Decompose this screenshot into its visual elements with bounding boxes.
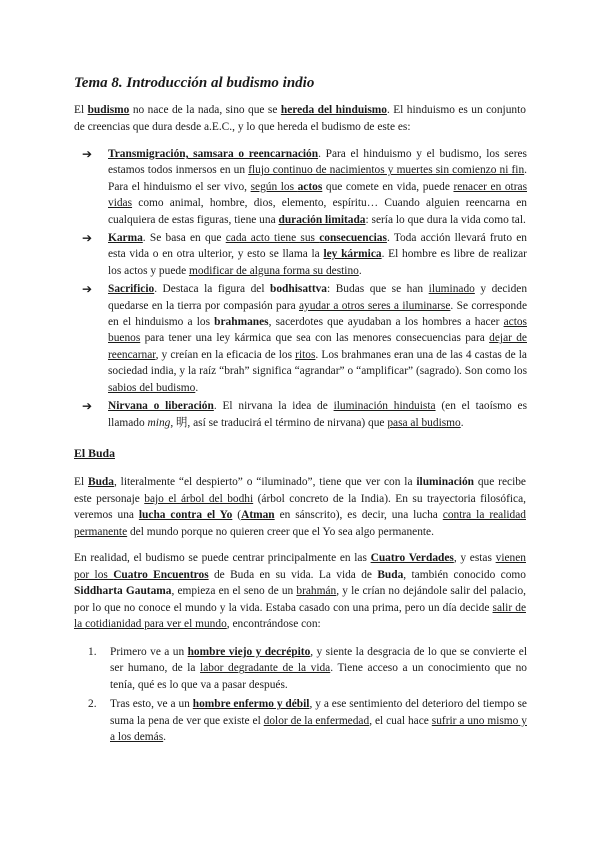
text: . Se basa en que [142, 232, 226, 245]
text: ( [232, 509, 242, 522]
text: , y creían en la eficacia de los [155, 348, 296, 361]
text: El [74, 476, 88, 488]
text: , 明, así se traducirá el término de nirvana) que [170, 416, 388, 429]
term: hombre enfermo y débil [192, 698, 310, 711]
text: . Se corresponde en el hinduismo a los [108, 299, 527, 329]
term: Sacrificio [108, 283, 155, 296]
underlined-text: labor degradante de la vida [200, 662, 331, 675]
arrow-right-icon: ➔ [82, 147, 93, 161]
text: . Los brahmanes eran una de las 4 castas de la sociedad india, y la raíz “brah” significa “agrandar” o “amplificar” (sagrado). Son como los [108, 348, 527, 378]
underlined-text: dolor de la enfermedad [263, 714, 370, 727]
term: Karma [108, 232, 143, 245]
text: . [358, 264, 362, 277]
list-item-karma [82, 230, 527, 279]
text: , y le crían no dejándole salir del palacio, por lo que no conoce el mundo y la vida. Estaba casado con una prima, pero un día decide [74, 585, 526, 614]
term: bodhisattva [270, 283, 328, 296]
term: actos [297, 180, 323, 193]
text: . El hinduismo es un conjunto de creencias que dura desde a.E.C., y lo que hereda el budismo de este es: [74, 104, 526, 133]
text: El [74, 104, 88, 116]
term: hombre viejo y decrépito [187, 646, 311, 658]
text: . [460, 416, 464, 429]
underlined-text: vienen por los [74, 552, 526, 581]
underlined-text: renacer en otras vidas [108, 180, 528, 210]
text: : Budas que se han [327, 283, 429, 296]
text: , y a ese sentimiento del deterioro del tiempo se suma la pena de ver que existe el [110, 698, 527, 727]
list-item-sacrificio [82, 281, 527, 396]
term: iluminación [416, 476, 474, 488]
term: Nirvana o liberación [108, 400, 214, 413]
underlined-text: contra la realidad permanente [74, 509, 526, 538]
term: Cuatro Encuentros [113, 568, 209, 581]
underlined-text: salir de la cotidianidad para ver el mundo [74, 601, 526, 631]
underlined-text: modificar de alguna forma su destino [188, 264, 359, 277]
underlined-text: dejar de reencarnar [108, 332, 527, 361]
text: que comete en vida, puede [322, 180, 454, 193]
list-number: 1. [88, 646, 97, 658]
section-heading: El Buda [74, 446, 115, 460]
text: . El hombre es libre de realizar los actos y puede [108, 248, 527, 277]
list-number: 2. [88, 698, 97, 711]
underlined-text: bajo el árbol del bodhi [144, 492, 254, 505]
intro-paragraph [74, 102, 526, 135]
text: como animal, hombre, dios, elemento, espíritu… Cuando alguien reencarna en cualquiera de estas figuras, tiene una [108, 197, 527, 226]
term: Siddharta Gautama [74, 585, 172, 598]
text: . Toda acción llevará fruto en esta vida o en otra ulterior, y esto se llama la [108, 232, 528, 261]
text: . El nirvana la idea de [213, 400, 334, 413]
underlined-text: según los [250, 180, 298, 193]
term: Atman [241, 509, 275, 522]
list-item-nirvana [82, 398, 527, 431]
term-budismo: budismo [87, 104, 130, 116]
text: . Destaca la figura del [154, 283, 271, 296]
underlined-text: ritos [295, 348, 316, 361]
text: , literalmente “el despierto” o “iluminado”, tiene que ver con la [113, 476, 417, 488]
buda-paragraph [74, 474, 526, 540]
term: consecuencias [319, 232, 387, 245]
term: ley kármica [323, 248, 382, 261]
term: Transmigración, samsara o reencarnación [108, 148, 319, 160]
underlined-text: brahmán [296, 585, 337, 598]
text: . Para el hinduismo el ser vivo, [108, 164, 527, 193]
underlined-text: sufrir a uno mismo y a los demás [110, 714, 527, 744]
text: , y estas [453, 552, 496, 564]
text: , y siente la desgracia de lo que se convierte el ser humano, de la [110, 646, 527, 675]
text: (en el taoísmo es llamado [108, 400, 528, 429]
cuatro-verdades-paragraph [74, 550, 526, 633]
arrow-right-icon: ➔ [82, 282, 93, 297]
list-item-hombre-enfermo [88, 696, 527, 745]
underlined-text: cada acto tiene sus [225, 232, 320, 245]
inherited-concepts-list [82, 146, 527, 433]
term: brahmanes [214, 316, 269, 329]
text: y deciden quedarse en la tierra por compasión para [108, 283, 528, 312]
underlined-text: flujo continuo de nacimientos y muertes sin comienzo ni fin [248, 164, 525, 177]
page-title: Tema 8. Introducción al budismo indio [74, 75, 315, 91]
arrow-right-icon: ➔ [82, 231, 93, 246]
text: . Tiene acceso a un conocimiento que no tenía, qué es lo que va a pasar después. [110, 662, 527, 691]
text: (árbol concreto de la India). En su trayectoria filosófica, veremos una [74, 492, 526, 522]
text: . [163, 731, 167, 744]
term: Buda [377, 568, 404, 581]
text: . Para el hinduismo y el budismo, los seres estamos todos inmersos en un [108, 148, 527, 177]
underlined-text: pasa al budismo [387, 416, 461, 429]
text: : sería lo que dura la vida como tal. [365, 213, 526, 226]
term: duración limitada [278, 213, 366, 226]
underlined-text: sabios del budismo [108, 381, 196, 394]
list-item-hombre-viejo [88, 644, 527, 693]
text: En realidad, el budismo se puede centrar principalmente en las [74, 552, 371, 564]
text: en sánscrito), es decir, una lucha [274, 509, 443, 522]
underlined-text: iluminado [428, 283, 475, 296]
term-hereda: hereda del hinduismo [280, 104, 387, 116]
term: Buda [87, 476, 114, 488]
underlined-text: ayudar a otros seres a iluminarse [298, 299, 451, 312]
italic-text: ming [147, 416, 171, 429]
text: del mundo porque no quieren creer que el Yo sea algo permanente. [127, 525, 434, 538]
list-item-transmigracion [82, 146, 527, 228]
text: Primero ve a un [110, 646, 188, 658]
text: para tener una ley kármica que sea con las menores consecuencias para [140, 332, 490, 345]
text: Tras esto, ve a un [110, 698, 193, 711]
text: . [195, 381, 199, 394]
arrow-right-icon: ➔ [82, 399, 93, 414]
text: , encontrándose con: [226, 618, 321, 631]
encuentros-list [88, 644, 527, 748]
text: que recibe este personaje [74, 476, 526, 505]
text: , el cual hace [369, 714, 432, 727]
text: , sacerdotes que ayudaban a los hombres a hacer [268, 316, 504, 329]
underlined-text: actos buenos [108, 316, 527, 345]
term: lucha contra el Yo [138, 509, 233, 522]
term: Cuatro Verdades [370, 552, 454, 564]
text: de Buda en su vida. La vida de [208, 568, 378, 581]
text: no nace de la nada, sino que se [129, 104, 281, 116]
text: , empieza en el seno de un [171, 585, 297, 598]
text: , también conocido como [403, 568, 526, 581]
underlined-text: iluminación hinduista [333, 400, 436, 413]
